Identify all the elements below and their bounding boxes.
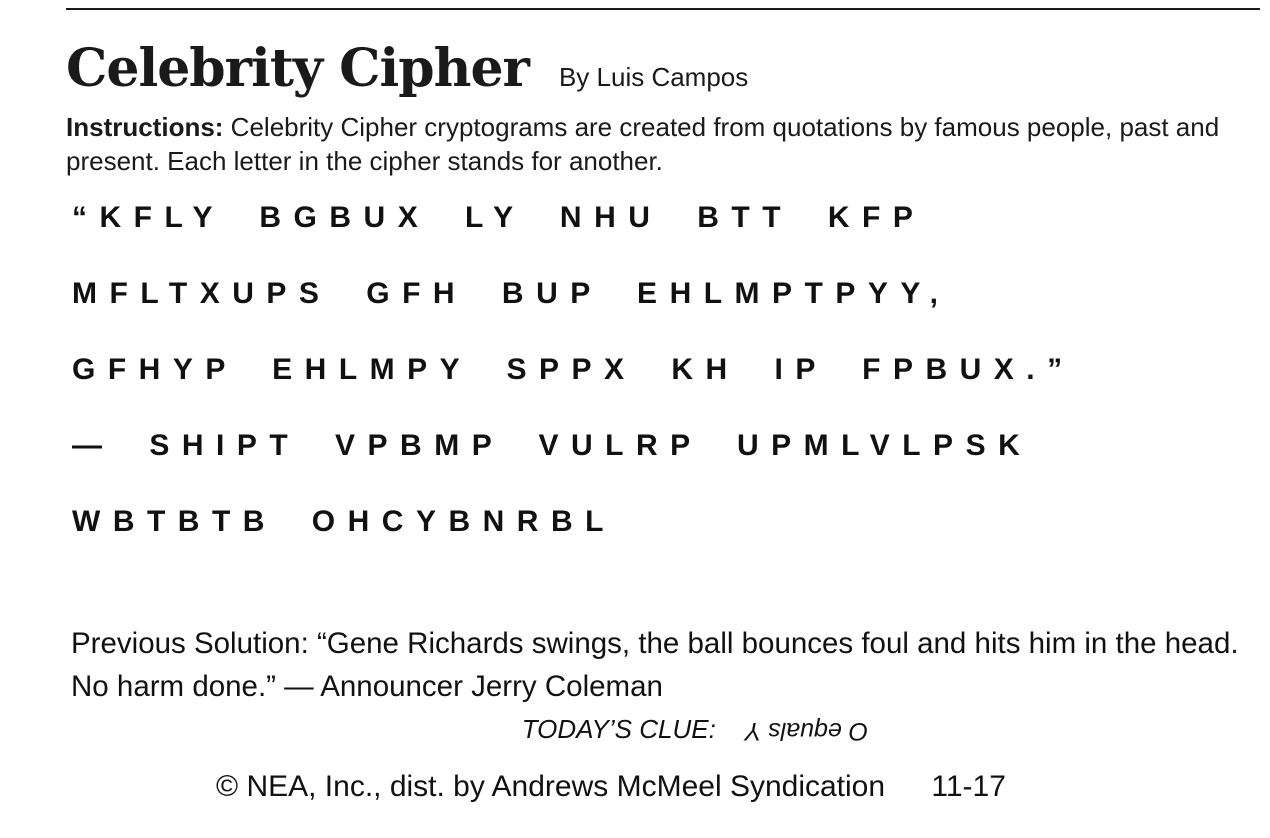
top-rule (66, 8, 1260, 10)
copyright-notice: © NEA, Inc., dist. by Andrews McMeel Syndication (216, 770, 886, 803)
cipher-line-1: “KFLY BGBUX LY NHU BTT KFP (72, 201, 926, 234)
instructions (66, 110, 1266, 178)
cipher-line-4: — SHIPT VPBMP VULRP UPMLVLPSK (72, 429, 1033, 462)
page-title: Celebrity Cipher (66, 38, 529, 99)
footer (216, 770, 1006, 804)
byline: By Luis Campos (558, 62, 749, 92)
clue-answer-upside-down: O equals Y (745, 717, 869, 745)
instructions-label: Instructions: (66, 112, 224, 142)
todays-clue (0, 714, 1270, 745)
puzzle-date: 11-17 (931, 770, 1006, 803)
clue-label: TODAY’S CLUE: (521, 714, 716, 744)
cipher-line-3: GFHYP EHLMPY SPPX KH IP FPBUX.” (72, 353, 1075, 386)
previous-solution: Previous Solution: “Gene Richards swings, the ball bounces foul and hits him in the head. No harm done.” — Announcer Jerry Coleman (71, 627, 1239, 703)
cipher-line-2: MFLTXUPS GFH BUP EHLMPTPYY, (72, 277, 951, 310)
cipher-puzzle (72, 196, 1262, 576)
cipher-line-5: WBTBTB OHCYBNRBL (72, 505, 616, 538)
instructions-text: Celebrity Cipher cryptograms are created from quotations by famous people, past and present. Each letter in the cipher stands for another. (66, 112, 1220, 176)
header (66, 38, 748, 99)
